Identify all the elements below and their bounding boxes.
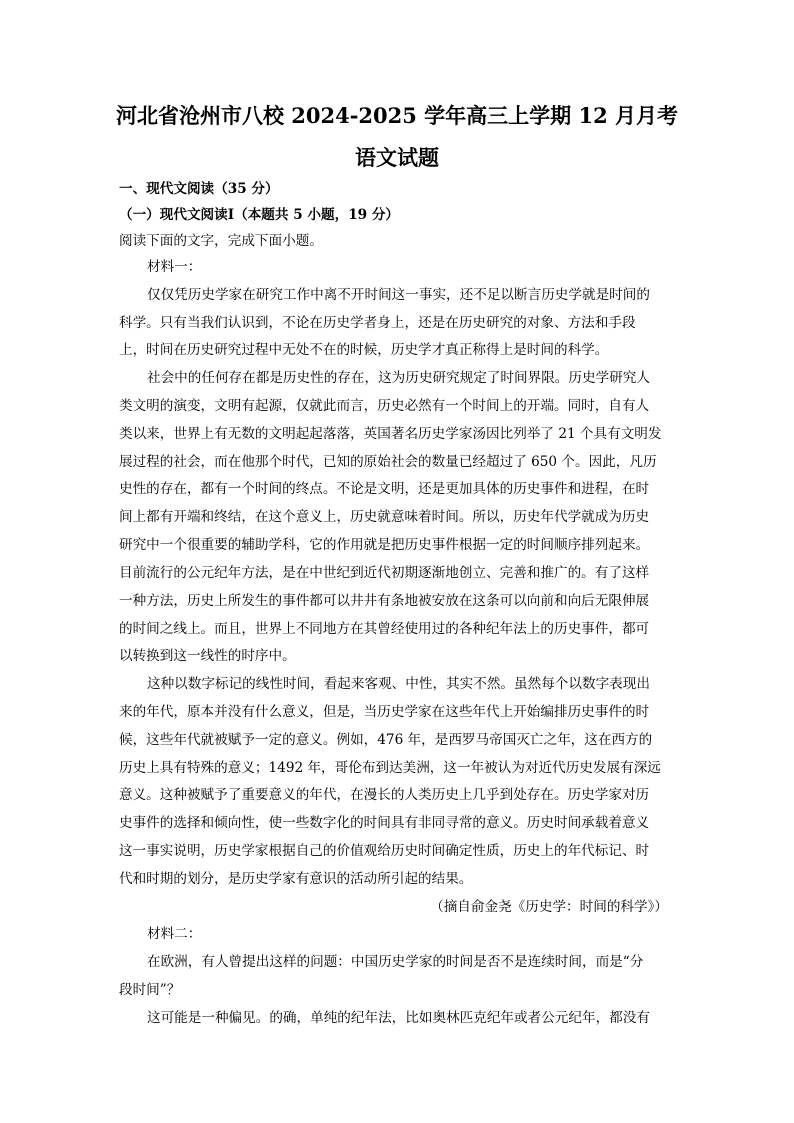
paragraph-line: 类文明的演变，文明有起源，仅就此而言，历史必然有一个时间上的开端。同时，自有人 (119, 398, 650, 414)
paragraph-line: 这种以数字标记的线性时间，看起来客观、中性，其实不然。虽然每个以数字表现出 (147, 676, 650, 692)
paragraph-line: 这一事实说明，历史学家根据自己的价值观给历史时间确定性质，历史上的年代标记、时 (119, 843, 650, 859)
paragraph-line: 社会中的任何存在都是历史性的存在，这为历史研究规定了时间界限。历史学研究人 (147, 370, 650, 386)
subsection-heading: （一）现代文阅读Ⅰ（本题共 5 小题，19 分） (119, 207, 400, 223)
paragraph-line: 这可能是一种偏见。的确，单纯的纪年法，比如奥林匹克纪年或者公元纪年，都没有 (147, 1010, 650, 1026)
paragraph-line: 展过程的社会，而在他那个时代，已知的原始社会的数量已经超过了 650 个。因此，凡历 (119, 454, 657, 470)
paragraph-line: 候，这些年代就被赋予一定的意义。例如，476 年，是西罗马帝国灭亡之年，这在西方的 (119, 732, 653, 748)
paragraph-line: 间上都有开端和终结，在这个意义上，历史就意味着时间。所以，历史年代学就成为历史 (119, 509, 650, 525)
paragraph-line: 来的年代，原本并没有什么意义，但是，当历史学家在这些年代上开始编排历史事件的时 (119, 704, 650, 720)
citation: （摘自俞金尧《历史学：时间的科学》） (430, 899, 668, 915)
paragraph-line: 研究中一个很重要的辅助学科，它的作用就是把历史事件根据一定的时间顺序排列起来。 (119, 537, 650, 553)
paragraph-line: 段时间”？ (119, 982, 181, 998)
material-1-label: 材料一： (147, 259, 202, 275)
section-heading: 一、现代文阅读（35 分） (119, 181, 279, 197)
paragraph-line: 意义。这种被赋予了重要意义的年代，在漫长的人类历史上几乎到处存在。历史学家对历 (119, 787, 650, 803)
document-title: 河北省沧州市八校 2024-2025 学年高三上学期 12 月月考 (115, 103, 679, 128)
paragraph-line: 类以来，世界上有无数的文明起起落落，英国著名历史学家汤因比列举了 21 个具有文明发 (119, 426, 662, 442)
paragraph-line: 仅仅凭历史学家在研究工作中离不开时间这一事实，还不足以断言历史学就是时间的 (147, 287, 650, 303)
paragraph-line: 的时间之线上。而且，世界上不同地方在其曾经使用过的各种纪年法上的历史事件，都可 (119, 621, 650, 637)
paragraph-line: 上，时间在历史研究过程中无处不在的时候，历史学才真正称得上是时间的科学。 (119, 342, 609, 358)
paragraph-line: 目前流行的公元纪年方法，是在中世纪到近代初期逐渐地创立、完善和推广的。有了这样 (119, 565, 650, 581)
paragraph-line: 史性的存在，都有一个时间的终点。不论是文明，还是更加具体的历史事件和进程，在时 (119, 481, 650, 497)
document-subtitle: 语文试题 (355, 145, 439, 170)
paragraph-line: 史事件的选择和倾向性，使一些数字化的时间具有非同寻常的意义。历史时间承载着意义 (119, 815, 650, 831)
paragraph-line: 以转换到这一线性的时序中。 (119, 648, 296, 664)
paragraph-line: 科学。只有当我们认识到，不论在历史学者身上，还是在历史研究的对象、方法和手段 (119, 315, 636, 331)
material-2-label: 材料二： (147, 926, 202, 942)
paragraph-line: 历史上具有特殊的意义；1492 年，哥伦布到达美洲，这一年被认为对近代历史发展有深远 (119, 760, 661, 776)
paragraph-line: 一种方法，历史上所发生的事件都可以井井有条地被安放在这条可以向前和向后无限伸展 (119, 593, 650, 609)
paragraph-line: 在欧洲，有人曾提出这样的问题：中国历史学家的时间是否不是连续时间，而是“分 (147, 954, 644, 970)
paragraph-line: 代和时期的划分，是历史学家有意识的活动所引起的结果。 (119, 871, 473, 887)
instruction-text: 阅读下面的文字，完成下面小题。 (119, 233, 323, 249)
